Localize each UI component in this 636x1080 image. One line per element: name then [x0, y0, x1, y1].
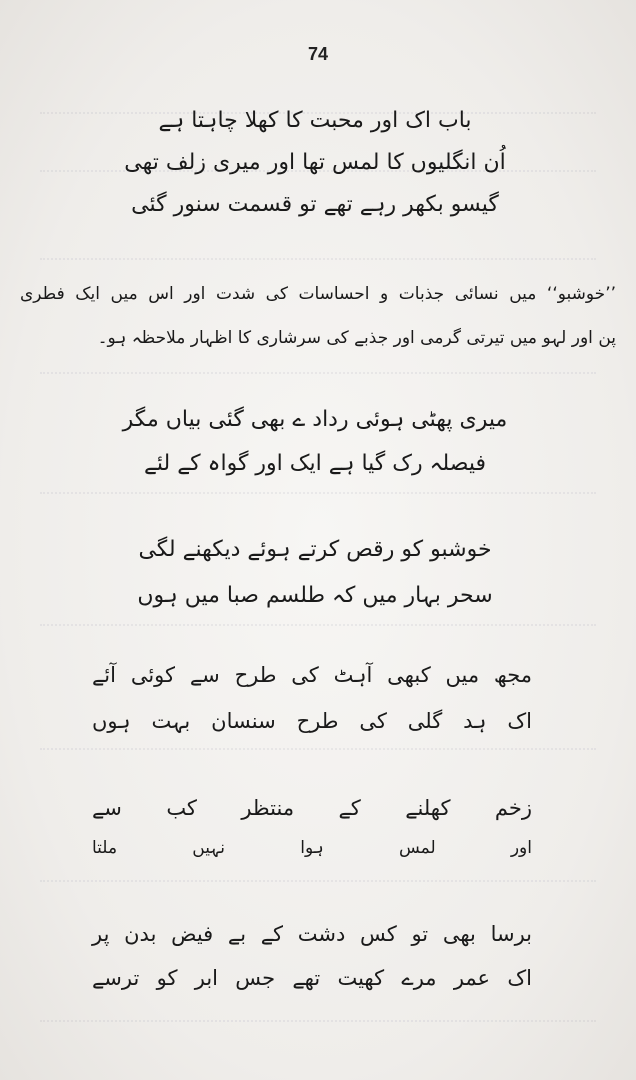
bleed-through-line	[40, 258, 596, 266]
stanza-3	[110, 527, 520, 619]
bleed-through-line	[40, 1020, 596, 1028]
page-number: 74	[307, 44, 329, 64]
verse-line: باب اک اور محبت کا کھلا چاہتا ہے	[158, 108, 472, 133]
stanza-6	[92, 912, 532, 1000]
bleed-through-line	[40, 748, 596, 756]
verse-line: گیسو بکھر رہے تھے تو قسمت سنور گئی	[131, 192, 499, 217]
verse-line: اُن انگلیوں کا لمس تھا اور میری زلف تھی	[124, 150, 506, 175]
prose-line: پن اور لہو میں تیرتی گرمی اور جذبے کی سرشاری کا اظہار ملاحظہ ہو۔	[97, 328, 616, 348]
verse-line: اک ہد گلی کی طرح سنسان بہت ہوں	[92, 709, 532, 733]
bleed-through-line	[40, 624, 596, 632]
verse-line: زخم کھلنے کے منتظر کب سے	[92, 796, 532, 820]
verse-line: خوشبو کو رقص کرتے ہوئے دیکھنے لگی	[138, 537, 492, 562]
stanza-2	[110, 398, 520, 486]
verse-line: سحر بہار میں کہ طلسم صبا میں ہوں	[137, 583, 493, 608]
stanza-1	[110, 100, 520, 226]
bleed-through-line	[40, 880, 596, 888]
verse-line: مجھ میں کبھی آہٹ کی طرح سے کوئی آئے	[92, 663, 532, 687]
prose-paragraph	[20, 272, 616, 360]
verse-line: اک عمر مرے کھیت تھے جس ابر کو ترسے	[92, 966, 532, 990]
stanza-5	[92, 788, 532, 868]
verse-line: اور لمس ہوا نہیں ملتا	[92, 838, 532, 858]
verse-line: فیصلہ رک گیا ہے ایک اور گواہ کے لئے	[144, 451, 486, 476]
bleed-through-line	[40, 372, 596, 380]
prose-line: ’’خوشبو‘‘ میں نسائی جذبات و احساسات کی شدت اور اس میں ایک فطری	[20, 284, 616, 304]
verse-line: برسا بھی تو کس دشت کے بے فیض بدن پر	[92, 922, 532, 946]
verse-line: میری پھٹی ہوئی رداد ے بھی گئی بیاں مگر	[122, 407, 508, 432]
stanza-4	[92, 652, 532, 744]
bleed-through-line	[40, 492, 596, 500]
